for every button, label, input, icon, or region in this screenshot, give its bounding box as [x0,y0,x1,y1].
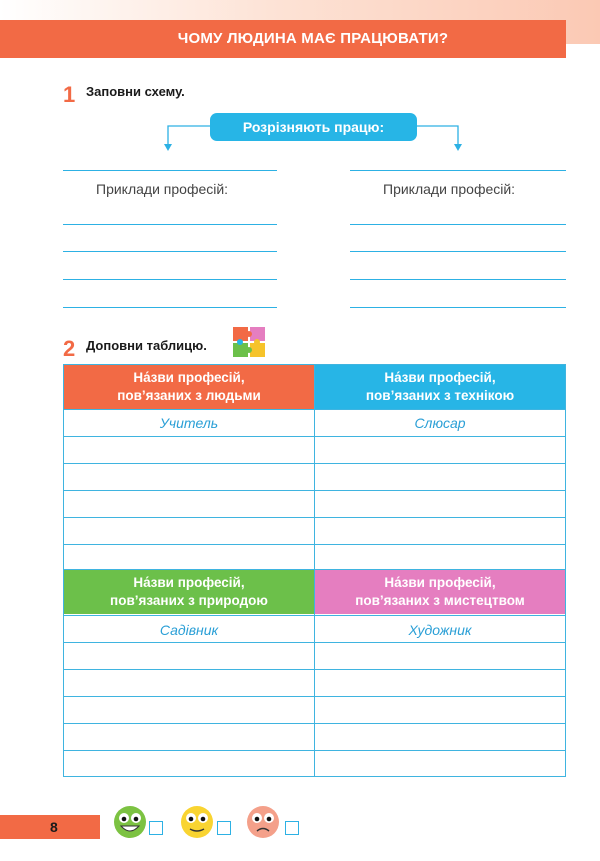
answer-line[interactable] [63,279,277,280]
table-row-border [64,517,565,518]
exercise-2-number: 2 [63,336,76,361]
puzzle-icon [232,326,266,358]
page-number: 8 [50,819,58,835]
header-technology [315,365,565,409]
table-row-border [64,436,565,437]
table-row-border [64,544,565,545]
header-people [64,365,314,409]
table-row-border [64,750,565,751]
header-nature-line1: На́зви професій, [133,575,245,590]
example-locksmith: Слюсар [414,415,466,431]
answer-line[interactable] [350,251,566,252]
answer-line[interactable] [350,279,566,280]
header-nature [64,570,314,614]
table-row-border [64,723,565,724]
answer-line[interactable] [350,170,566,171]
example-gardener: Садівник [159,622,219,638]
table-row-border [64,409,565,410]
example-teacher: Учитель [159,415,219,431]
column-divider [314,365,315,569]
self-assessment-checkbox[interactable] [149,821,163,835]
table-row-border [64,642,565,643]
example-artist: Художник [408,622,472,638]
left-examples-label: Приклади професій: [96,181,229,197]
table-row-border [64,463,565,464]
header-art-line2: пов’язаних з мистецтвом [355,593,525,608]
right-examples-label: Приклади професій: [383,181,516,197]
sad-face-icon [246,805,280,839]
neutral-face-icon [180,805,214,839]
answer-line[interactable] [350,224,566,225]
exercise-1-title: Заповни схему. [86,84,185,99]
header-people-line1: На́зви професій, [133,370,245,385]
self-assessment-checkbox[interactable] [285,821,299,835]
header-technology-line1: На́зви професій, [384,370,496,385]
table-row-border [64,696,565,697]
happy-face-icon [113,805,147,839]
self-assessment-checkbox[interactable] [217,821,231,835]
header-art [315,570,565,614]
scheme-center-label: Розрізняють працю: [210,113,417,141]
header-art-line1: На́зви професій, [384,575,496,590]
exercise-2-title: Доповни таблицю. [86,338,207,353]
exercise-1-number: 1 [63,82,76,107]
header-technology-line2: пов’язаних з технікою [365,388,515,403]
answer-line[interactable] [350,307,566,308]
answer-line[interactable] [63,307,277,308]
column-divider [314,570,315,776]
header-people-line2: пов’язаних з людьми [117,388,261,403]
table-row-border [64,669,565,670]
table-row-border [64,615,565,616]
professions-table-top [63,364,566,570]
page-title: ЧОМУ ЛЮДИНА МАЄ ПРАЦЮВАТИ? [177,30,449,47]
professions-table-bottom [63,569,566,777]
header-nature-line2: пов’язаних з природою [110,593,268,608]
table-row-border [64,490,565,491]
answer-line[interactable] [63,251,277,252]
answer-line[interactable] [63,224,277,225]
answer-line[interactable] [63,170,277,171]
